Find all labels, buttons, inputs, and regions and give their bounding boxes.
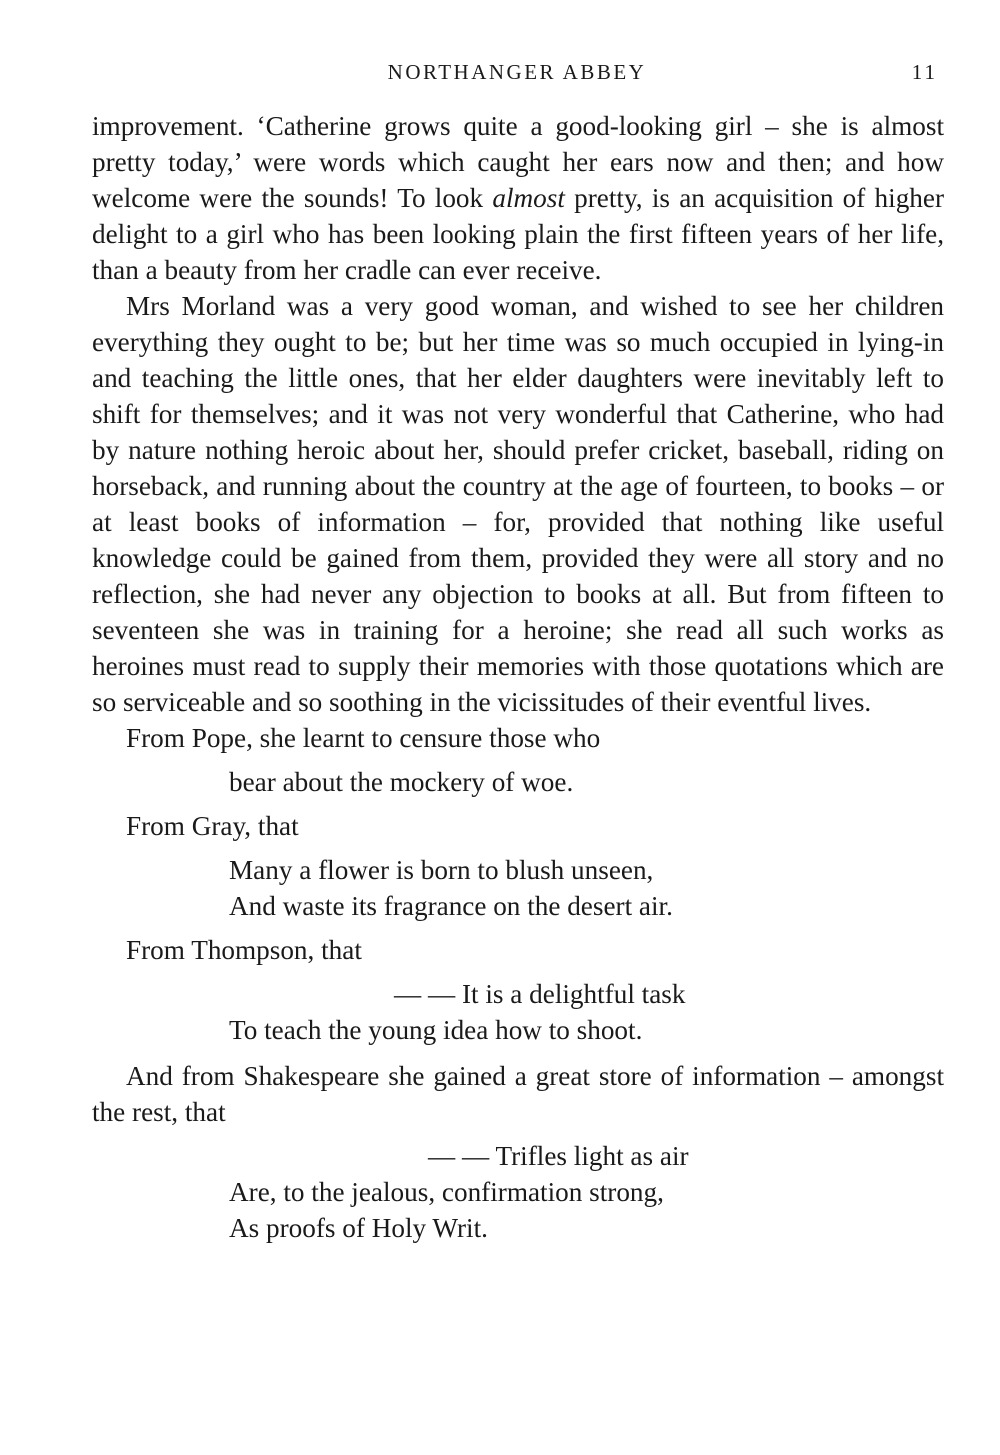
verse-line: bear about the mockery of woe.: [229, 767, 574, 797]
paragraph-mrs-morland: Mrs Morland was a very good woman, and wished to see her children everything they ought to be; but her time was so much occupied in lying-in and teaching the little ones, that her elder daughters were inevitably left to shift for themselves; and it was not very wonderful that Catherine, who had by nature nothing heroic about her, should prefer cricket, baseball, riding on horseback, and running about the country at the age of fourteen, to books – or at least books of information – for, provided that nothing like useful knowledge could be gained from them, provided they were all story and no reflection, she had never any objection to books at all. But from fifteen to seventeen she was in training for a heroine; she read all such works as heroines must read to supply their memories with those quotations which are so serviceable and so soothing in the vicissitudes of their eventful lives.: [92, 291, 944, 717]
paragraph-gray-intro: From Gray, that: [126, 811, 299, 841]
body-text: [92, 108, 944, 1246]
verse-line: Many a flower is born to blush unseen,: [229, 855, 654, 885]
paragraph-thompson-intro: From Thompson, that: [126, 935, 362, 965]
running-head: [92, 60, 942, 90]
paragraph-shakespeare-intro: And from Shakespeare she gained a great store of information – amongst the rest, that: [92, 1061, 944, 1127]
paragraph-text: improvement. ‘Catherine grows quite a good-looking girl – she is almost pretty today,’ were words which caught her ears now and then; and how welcome were the sounds! To look: [92, 111, 944, 213]
paragraph-improvement: [92, 108, 944, 288]
verse-line: As proofs of Holy Writ.: [229, 1213, 488, 1243]
page-number: 11: [911, 60, 938, 84]
quotation-thompson: [92, 976, 944, 1048]
running-head-title: NORTHANGER ABBEY: [387, 60, 647, 84]
quotation-shakespeare: [92, 1138, 944, 1246]
paragraph-text: pretty, is an acquisition of higher delight to a girl who has been looking plain the first fifteen years of her life, than a beauty from her cradle can ever receive.: [92, 183, 944, 285]
quotation-pope: [92, 764, 944, 800]
verse-line: Are, to the jealous, confirmation strong,: [229, 1177, 664, 1207]
quotation-gray: [92, 852, 944, 924]
verse-line: — — Trifles light as air: [428, 1141, 689, 1171]
verse-line: To teach the young idea how to shoot.: [229, 1015, 643, 1045]
paragraph-pope-intro: From Pope, she learnt to censure those who: [126, 723, 601, 753]
verse-line: — — It is a delightful task: [394, 979, 686, 1009]
verse-line: And waste its fragrance on the desert air.: [229, 891, 673, 921]
italic-emphasis: almost: [492, 183, 565, 213]
